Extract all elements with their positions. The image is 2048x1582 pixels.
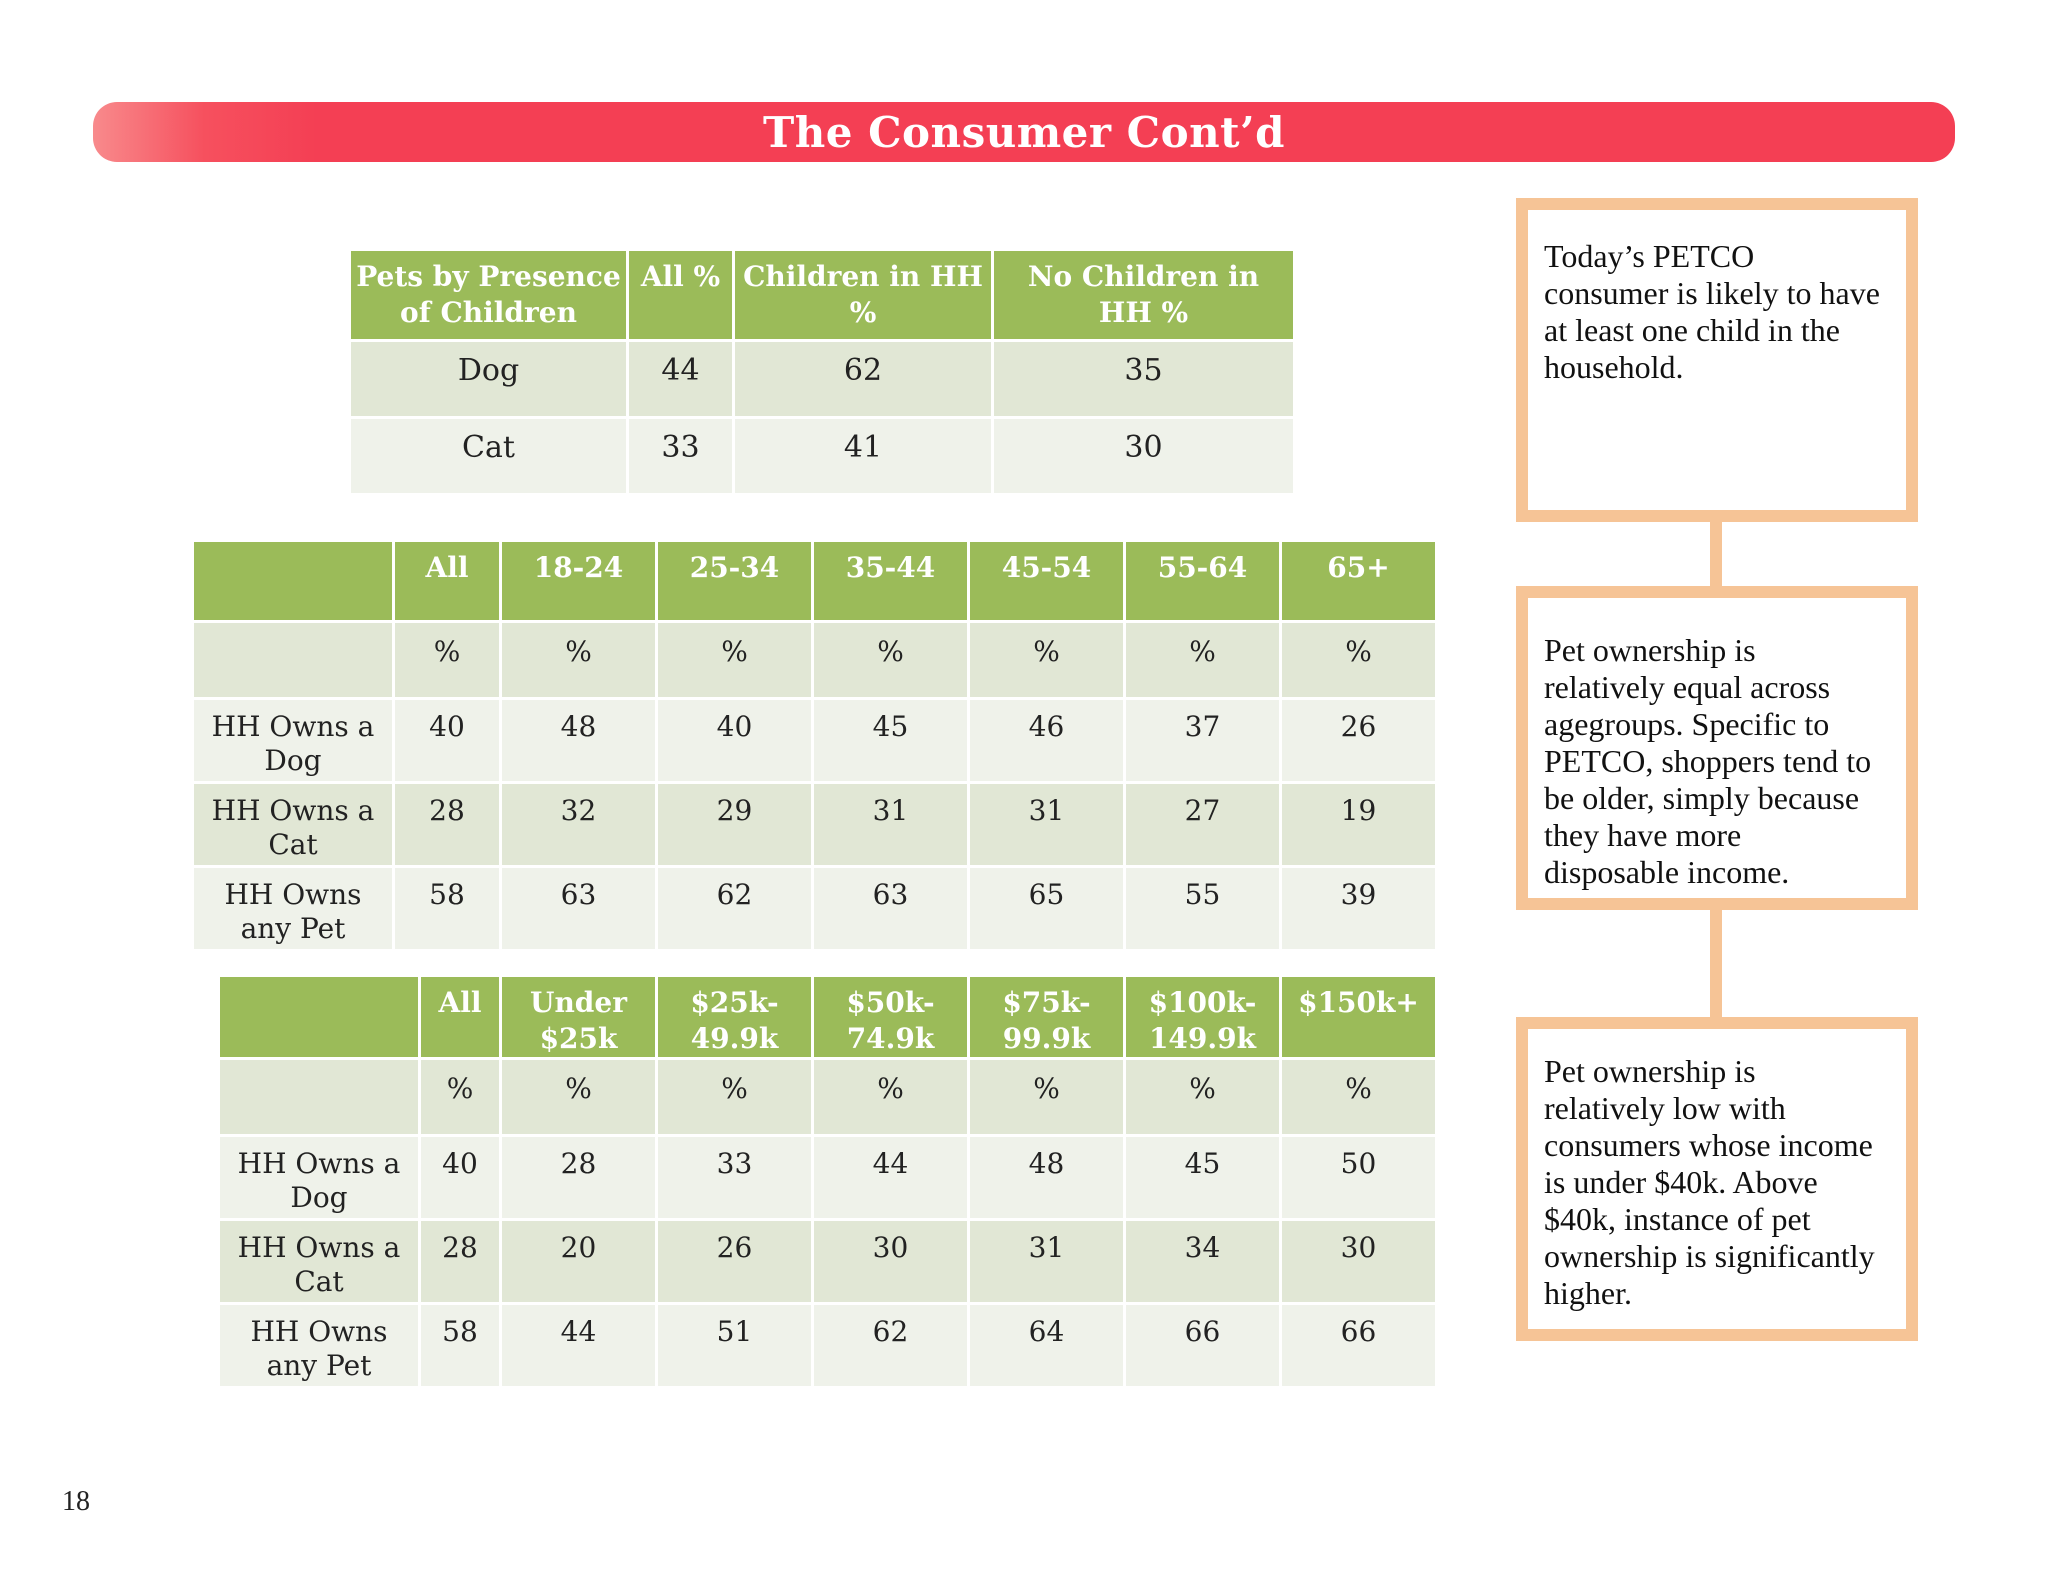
table-cell: 66 [1282,1305,1435,1386]
pets-by-age-table [191,539,1438,952]
table-cell: 48 [970,1137,1123,1218]
table-header: 35-44 [814,542,967,620]
table-header [194,542,392,620]
table-cell: 26 [1282,700,1435,781]
table-header [220,977,418,1057]
row-label: HH Owns any Pet [220,1305,418,1386]
unit-cell [220,1060,418,1134]
table-cell: 55 [1126,868,1279,949]
unit-cell: % [1282,623,1435,697]
table-cell: 30 [1282,1221,1435,1302]
unit-cell: % [814,1060,967,1134]
table-cell: 62 [814,1305,967,1386]
page-title: The Consumer Cont’d [762,107,1286,157]
unit-cell: % [1282,1060,1435,1134]
unit-row [194,623,1435,697]
row-label: HH Owns a Cat [194,784,392,865]
table-cell: 41 [735,419,991,493]
table-cell: 44 [629,342,732,416]
table-cell: 28 [395,784,499,865]
callout-text: Pet ownership is relatively low with consumers whose income is under $40k. Above $40k, instance of pet ownership is significantly higher. [1544,1053,1875,1311]
table-cell: 39 [1282,868,1435,949]
unit-cell: % [502,623,655,697]
table-header: 65+ [1282,542,1435,620]
row-label: HH Owns a Cat [220,1221,418,1302]
table-cell: 64 [970,1305,1123,1386]
unit-cell: % [1126,623,1279,697]
table-row [220,1221,1435,1302]
callout-box [1516,1017,1918,1341]
table-cell: 63 [814,868,967,949]
table-row [194,868,1435,949]
table-cell: 28 [421,1221,499,1302]
table-header: $25k-49.9k [658,977,811,1057]
table-header: No Children in HH % [994,251,1293,339]
table-row [194,700,1435,781]
table-header: $150k+ [1282,977,1435,1057]
table-cell: 40 [421,1137,499,1218]
unit-cell: % [395,623,499,697]
unit-cell: % [421,1060,499,1134]
table-cell: 65 [970,868,1123,949]
table-cell: 46 [970,700,1123,781]
table-cell: 62 [658,868,811,949]
table-cell: 29 [658,784,811,865]
table-cell: 31 [970,1221,1123,1302]
table-cell: 51 [658,1305,811,1386]
row-label: HH Owns a Dog [194,700,392,781]
table-header: All [395,542,499,620]
pets-by-children-table [348,248,1296,496]
table-cell: 44 [814,1137,967,1218]
table-header: All [421,977,499,1057]
table-cell: 35 [994,342,1293,416]
row-label: Dog [351,342,626,416]
row-label: HH Owns any Pet [194,868,392,949]
table-cell: 30 [814,1221,967,1302]
table-cell: 48 [502,700,655,781]
table-cell: 62 [735,342,991,416]
callout-box [1516,198,1918,522]
table-header: Children in HH % [735,251,991,339]
table-cell: 40 [658,700,811,781]
table-cell: 31 [970,784,1123,865]
callout-text: Pet ownership is relatively equal across agegroups. Specific to PETCO, shoppers tend to be older, simply because they have more disposable income. [1544,632,1872,890]
unit-cell: % [970,1060,1123,1134]
row-label: Cat [351,419,626,493]
callout-connector [1710,906,1722,1021]
table-header: 25-34 [658,542,811,620]
unit-cell: % [658,623,811,697]
table-cell: 26 [658,1221,811,1302]
table-row [351,342,1293,416]
table-cell: 27 [1126,784,1279,865]
callout-connector [1710,518,1722,590]
table-cell: 45 [814,700,967,781]
unit-cell: % [1126,1060,1279,1134]
table-cell: 66 [1126,1305,1279,1386]
table-cell: 20 [502,1221,655,1302]
table-header: $100k-149.9k [1126,977,1279,1057]
table-cell: 33 [658,1137,811,1218]
table-cell: 44 [502,1305,655,1386]
unit-cell: % [970,623,1123,697]
unit-cell: % [502,1060,655,1134]
table-header: Under $25k [502,977,655,1057]
table-cell: 33 [629,419,732,493]
row-label: HH Owns a Dog [220,1137,418,1218]
table-cell: 19 [1282,784,1435,865]
table-header: $50k-74.9k [814,977,967,1057]
table-cell: 32 [502,784,655,865]
callout-box [1516,586,1918,910]
page-number: 18 [62,1486,90,1517]
table-cell: 50 [1282,1137,1435,1218]
table-header: 18-24 [502,542,655,620]
table-row [351,419,1293,493]
table-cell: 37 [1126,700,1279,781]
table-row [220,1137,1435,1218]
table-header: 55-64 [1126,542,1279,620]
table-row [194,784,1435,865]
table-cell: 30 [994,419,1293,493]
table-cell: 45 [1126,1137,1279,1218]
table-cell: 63 [502,868,655,949]
unit-cell: % [658,1060,811,1134]
table-cell: 58 [395,868,499,949]
table-cell: 34 [1126,1221,1279,1302]
table-cell: 58 [421,1305,499,1386]
table-header: Pets by Presence of Children [351,251,626,339]
table-header: All % [629,251,732,339]
table-header: $75k-99.9k [970,977,1123,1057]
table-cell: 28 [502,1137,655,1218]
unit-row [220,1060,1435,1134]
callout-text: Today’s PETCO consumer is likely to have at least one child in the household. [1544,238,1880,385]
table-cell: 31 [814,784,967,865]
unit-cell: % [814,623,967,697]
table-cell: 40 [395,700,499,781]
table-row [220,1305,1435,1386]
table-header: 45-54 [970,542,1123,620]
unit-cell [194,623,392,697]
title-banner [93,102,1955,162]
pets-by-income-table [217,974,1438,1389]
